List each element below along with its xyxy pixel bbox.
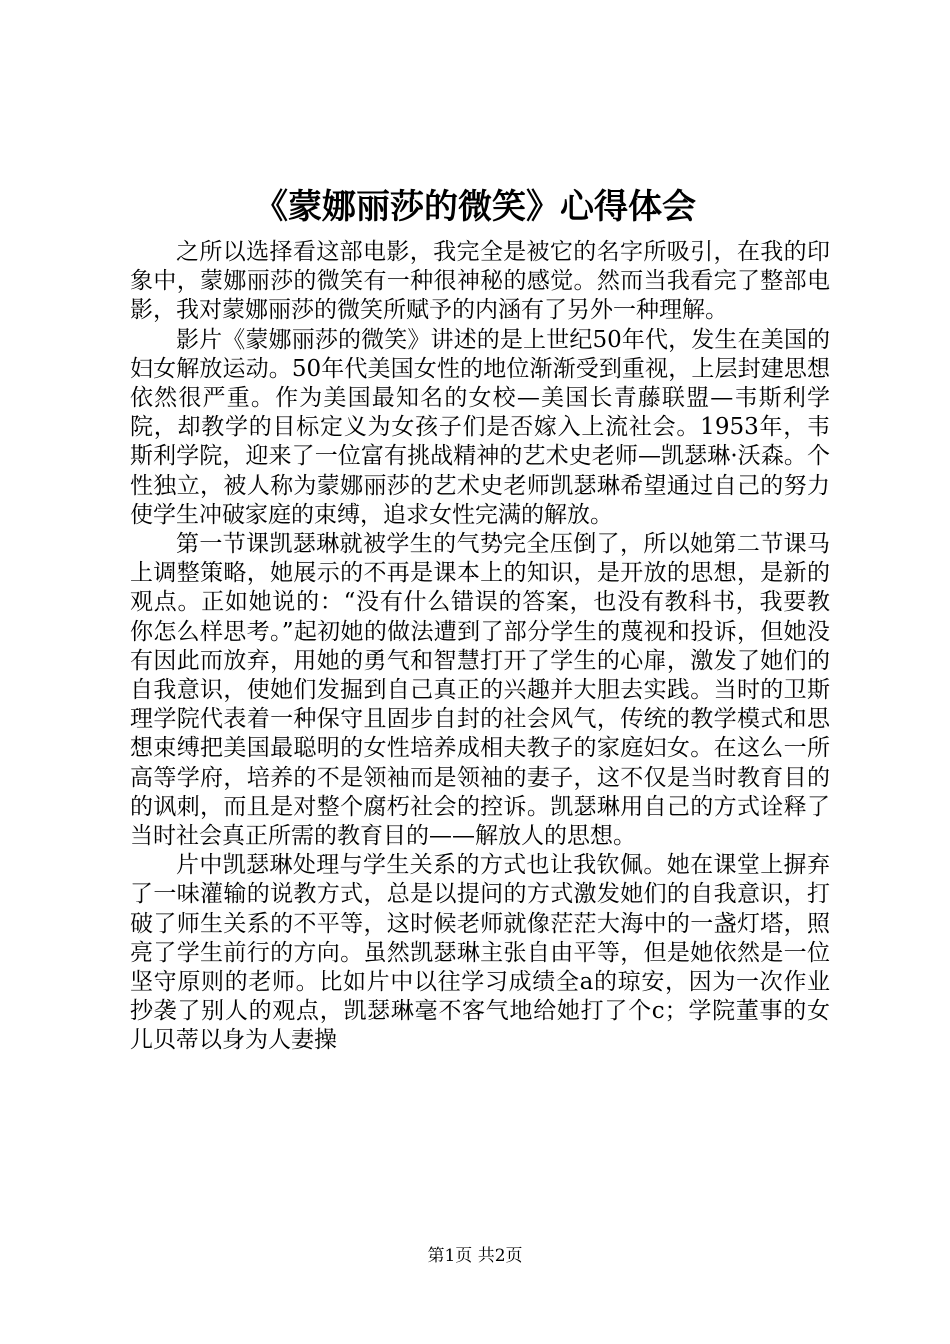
document-body bbox=[130, 238, 830, 1056]
paragraph: 片中凯瑟琳处理与学生关系的方式也让我钦佩。她在课堂上摒弃了一味灌输的说教方式，总是以提问的方式激发她们的自我意识，打破了师生关系的不平等，这时候老师就像茫茫大海中的一盏灯塔，照亮了学生前行的方向。虽然凯瑟琳主张自由平等，但是她依然是一位坚守原则的老师。比如片中以往学习成绩全a的琼安，因为一次作业抄袭了别人的观点，凯瑟琳毫不客气地给她打了个c；学院董事的女儿贝蒂以身为人妻操 bbox=[130, 852, 830, 1054]
document-title: 《蒙娜丽莎的微笑》心得体会 bbox=[254, 187, 696, 227]
paragraph: 第一节课凯瑟琳就被学生的气势完全压倒了，所以她第二节课马上调整策略，她展示的不再是课本上的知识，是开放的思想，是新的观点。正如她说的：“没有什么错误的答案，也没有教科书，我要教你怎么样思考。”起初她的做法遭到了部分学生的蔑视和投诉，但她没有因此而放弃，用她的勇气和智慧打开了学生的心扉，激发了她们的自我意识，使她们发掘到自己真正的兴趣并大胆去实践。当时的卫斯理学院代表着一种保守且固步自封的社会风气，传统的教学模式和思想束缚把美国最聪明的女性培养成相夫教子的家庭妇女。在这么一所高等学府，培养的不是领袖而是领袖的妻子，这不仅是当时教育目的的讽刺，而且是对整个腐朽社会的控诉。凯瑟琳用自己的方式诠释了当时社会真正所需的教育目的——解放人的思想。 bbox=[130, 531, 830, 850]
paragraph: 影片《蒙娜丽莎的微笑》讲述的是上世纪50年代，发生在美国的妇女解放运动。50年代美国女性的地位渐渐受到重视，上层封建思想依然很严重。作为美国最知名的女校—美国长青藤联盟—韦斯利学院，却教学的目标定义为女孩子们是否嫁入上流社会。1953年，韦斯利学院，迎来了一位富有挑战精神的艺术史老师—凯瑟琳·沃森。个性独立，被人称为蒙娜丽莎的艺术史老师凯瑟琳希望通过自己的努力使学生冲破家庭的束缚，追求女性完满的解放。 bbox=[130, 326, 830, 528]
page-footer: 第1页 共2页 bbox=[427, 1246, 523, 1266]
paragraph: 之所以选择看这部电影，我完全是被它的名字所吸引，在我的印象中，蒙娜丽莎的微笑有一种很神秘的感觉。然而当我看完了整部电影，我对蒙娜丽莎的微笑所赋予的内涵有了另外一种理解。 bbox=[130, 239, 830, 324]
